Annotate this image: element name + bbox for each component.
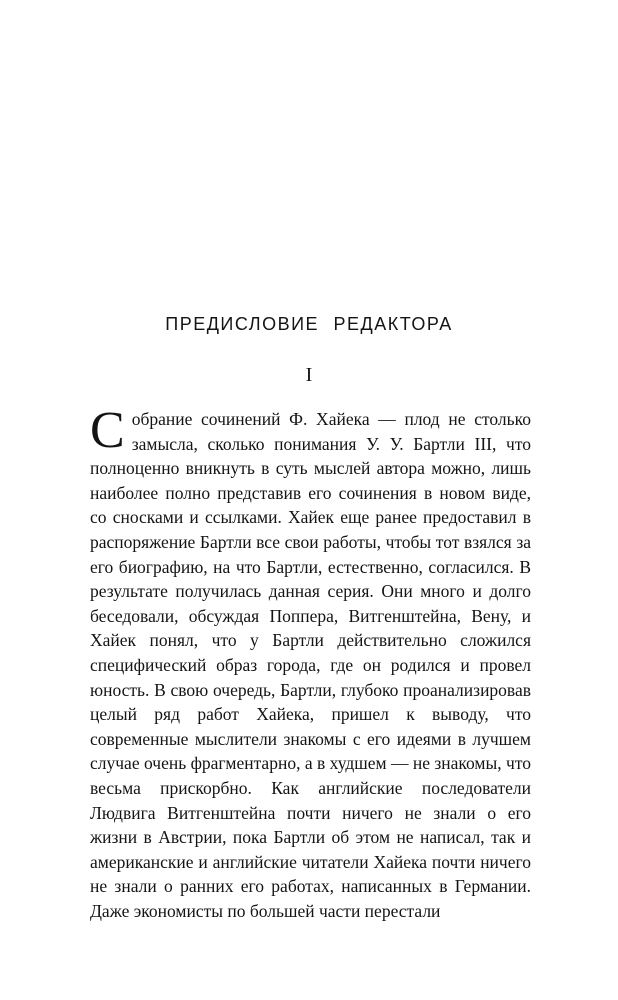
section-number: I (305, 364, 313, 386)
drop-cap: С (90, 402, 125, 459)
body-paragraph (90, 402, 531, 923)
chapter-title: ПРЕДИСЛОВИЕ РЕДАКТОРА (165, 314, 453, 334)
paragraph-text: обрание сочинений Ф. Хайека — плод не столько замысла, сколько понимания У. У. Бартли III, что полноценно вникнуть в суть мыслей автора можно, лишь наиболее полно представив его сочинения в новом виде, со сносками и ссылками. Хайек еще ранее предоставил в распоряжение Бартли все свои работы, чтобы тот взялся за его биографию, на что Бартли, естественно, согласился. В результате получилась данная серия. Они много и долго беседовали, обсуждая Поппера, Витгенштейна, Вену, и Хайек понял, что у Бартли действительно сложился специфический образ города, где он родился и провел юность. В свою очередь, Бартли, глубоко проанализировав целый ряд работ Хайека, пришел к выводу, что современные мыслители знакомы с его идеями в лучшем случае очень фрагментарно, а в худшем — не знакомы, что весьма прискорбно. Как английские последователи Людвига Витгенштейна почти ничего не знали о его жизни в Австрии, пока Бартли об этом не написал, так и американские и английские читатели Хайека почти ничего не знали о ранних его работах, написанных в Германии. Даже экономисты по большей части перестали (90, 409, 531, 921)
